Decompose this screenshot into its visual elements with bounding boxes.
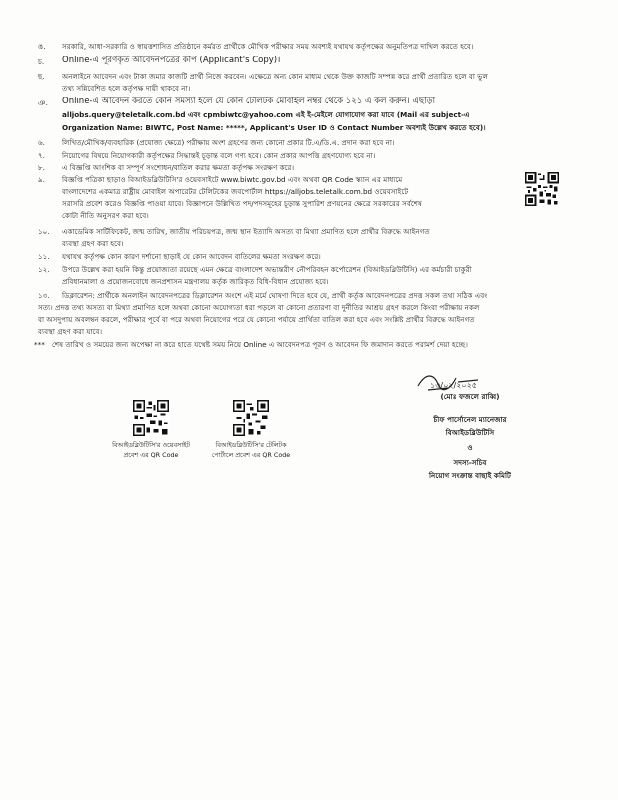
- item-number: ঙ.: [38, 42, 46, 51]
- item-text-cont: ব্যবস্থা গ্রহণ করা হবে।: [62, 239, 124, 248]
- item-number: ৭.: [38, 151, 45, 160]
- item-text: লিখিত/মৌখিক/ব্যবহারিক (প্রযোজ্য ক্ষেত্রে) পরীক্ষায় অংশ গ্রহণের জন্য কোনো প্রকার টি.এ/ডি.এ. প্রদান করা হবে না।: [62, 138, 395, 147]
- item-number: ৮.: [38, 163, 45, 172]
- item-text-cont: সরাসরি প্রবেশ করেও বিজ্ঞপ্তি পাওয়া যাবে। বিজ্ঞাপনে উল্লিখিত পদ/পদসমূহের চূড়ান্ত সুপারিশ প্রণয়নের ক্ষেত্রে সরকারের সর্বশেষ: [62, 199, 422, 208]
- advice-text: শেষ তারিখ ও সময়ের জন্য অপেক্ষা না করে হাতে যথেষ্ট সময় নিয়ে Online এ আবেদনপত্র পূরণ ও আবেদন ফি জমাদান করতে পরামর্শ দেয়া হচ্ছে।: [52, 340, 468, 349]
- item-text: ডিক্লারেশন: প্রার্থীকে অনলাইন আবেদনপত্রের ডিক্লারেশন অংশে এই মর্মে ঘোষণা দিতে হবে যে, প্রার্থী কর্তৃক আবেদনপত্রের প্রদত্ত সকল তথ্য সঠিক এবং: [62, 291, 488, 300]
- signatory-org: বিআইডব্লিউটিসি: [445, 428, 495, 437]
- item-text-cont: কোটা নীতি অনুসরণ করা হবে।: [62, 211, 149, 220]
- teletalk-link-line: বাংলাদেশের একমাত্র রাষ্ট্রীয় মোবাইল অপারেটর টেলিটকের জবপোর্টাল https://alljobs.teletalk.com.bd ওয়েবসাইটে: [62, 187, 409, 196]
- item-text: Online-এ আবেদন করতে কোন সমস্যা হলে যে কোন টেলিটক মোবাইল নম্বর থেকে ১২১ এ কল করুন। এছাড়া: [62, 97, 436, 106]
- qr-code-small: [525, 172, 559, 206]
- item-text: যথাযথ কর্তৃপক্ষ কোন কারণ দর্শানো ছাড়াই যে কোন আবেদন বাতিলের ক্ষমতা সংরক্ষণ করে।: [62, 252, 321, 261]
- item-text-cont: প্রবিধানমালা ও প্রয়োজনবোধে জনপ্রশাসন মন্ত্রণালয় কর্তৃক জারিকৃত বিধি-বিধান প্রযোজ্য হবে।: [62, 277, 329, 286]
- teletalk-qr-caption-line2: পোর্টালে প্রবেশ এর QR Code: [211, 451, 291, 459]
- item-text: নিয়োগের বিষয়ে নিয়োগকারী কর্তৃপক্ষের সিদ্ধান্তই চূড়ান্ত বলে গণ্য হবে। কোন প্রকার আপত্তি গ্রহণযোগ্য হবে না।: [62, 151, 376, 160]
- committee-name: নিয়োগ সংক্রান্ত বাছাই কমিটি: [429, 471, 511, 480]
- item-number: ১০.: [38, 227, 50, 236]
- item-text: Online-এ পূরণকৃত আবেদনপত্রের কপি (Applicant's Copy)।: [62, 56, 281, 65]
- item-text: একাডেমিক সার্টিফিকেট, জন্ম তারিখ, জাতীয় পরিচয়পত্র, জন্ম স্থান ইত্যাদি অসত্য বা মিথ্যা প্রমাণিত হলে প্রার্থীর বিরুদ্ধে আইনগত: [62, 227, 430, 236]
- item-number: ১৩.: [38, 291, 50, 300]
- item-text: এ বিজ্ঞপ্তি আংশিক বা সম্পূর্ণ সংশোধন/বাতিল করার ক্ষমতা কর্তৃপক্ষ সংরক্ষণ করে।: [62, 163, 295, 172]
- item-number: ছ.: [38, 72, 45, 81]
- signatory-title: চীফ পার্সোনেল ম্যানেজার: [433, 415, 507, 424]
- item-text: সরকারি, আধা-সরকারি ও স্বায়ত্তশাসিত প্রতিষ্ঠানে কর্মরত প্রার্থীকে মৌখিক পরীক্ষার সময় অবশ্যই যথাযথ কর্তৃপক্ষের অনুমতিপত্র দাখিল করতে হবে।: [62, 42, 474, 51]
- item-number: ঞ.: [38, 98, 48, 107]
- mail-subject-line: Organization Name: BIWTC, Post Name: *****, Applicant's User ID ও Contact Number অবশ্যই উল্লেখ করতে হবে)।: [62, 123, 486, 132]
- asterisks: ***: [34, 340, 45, 349]
- website-qr-caption-line1: বিআইডব্লিউটিসি'র ওয়েবসাইট: [112, 441, 190, 449]
- teletalk-qr-code: [233, 400, 269, 436]
- teletalk-qr-caption-line1: বিআইডব্লিউটিসি'র টেলিটক: [215, 441, 287, 449]
- signature-date: ১৩/০২/২০২৫: [430, 381, 477, 390]
- website-qr-code: [133, 400, 169, 436]
- item-number: ৯.: [38, 175, 45, 184]
- item-text-cont: ব্যবস্থা গ্রহণ করা যাবে।: [38, 327, 103, 336]
- item-text: উপরে উল্লেখ করা হয়নি কিন্তু প্রয়োজ্যতা রয়েছে এমন ক্ষেত্রে বাংলাদেশ অভ্যন্তরীণ নৌপরিবহন কর্পোরেশন (বিআইডব্লিউটিসি) এর কর্মচারী চাকুরী: [62, 265, 472, 274]
- item-number: ১১.: [38, 252, 50, 261]
- website-qr-caption-line2: প্রবেশ এর QR Code: [123, 451, 179, 459]
- committee-role: সদস্য-সচিব: [453, 458, 487, 467]
- item-text: অনলাইনে আবেদন এবং টাকা জমার কাজটি প্রার্থী নিজে করবেন। এক্ষেত্রে অন্য কোন মাধ্যম থেকে উক্ত কাজটি সম্পন্ন করে প্রার্থী প্রতারিত হলে বা ভুল: [62, 72, 488, 81]
- item-text-cont: তথ্য সন্নিবেশিত হলে কর্তৃপক্ষ দায়ী থাকবে না।: [62, 84, 191, 93]
- item-text: বিজ্ঞপ্তি পত্রিকা ছাড়াও বিআইডব্লিউটিসি'র ওয়েবসাইটে www.biwtc.gov.bd এবং অথবা QR Code স্ক্যান এর মাধ্যমে: [62, 175, 403, 184]
- email-contact-line: alljobs.query@teletalk.com.bd এবং cpmbiwtc@yahoo.com এই ই-মেইলে যোগাযোগ করা যাবে (Mail এর subject-এ: [62, 110, 470, 119]
- item-text-cont: সত্য। প্রদত্ত তথ্য অসত্য বা মিথ্যা প্রমাণিত হলে অথবা কোনো অযোগ্যতা ধরা পড়লে বা কোনো প্রতারণা বা দুর্নীতির আশ্রয় গ্রহণ করলে কিংবা পরীক্ষায় নকল: [38, 303, 480, 312]
- item-number: ১২.: [38, 265, 50, 274]
- signatory-name: (মোঃ ফজলে রাব্বি): [440, 392, 500, 401]
- item-number: ৬.: [38, 138, 45, 147]
- item-number: চ.: [38, 57, 45, 66]
- signatory-and: ও: [467, 443, 473, 452]
- item-text-cont: বা অসদুপায় অবলম্বন করলে, পরীক্ষার পূর্বে বা পরে অথবা নিয়োগের পরে যে কোনো পর্যায়ে প্রার্থিতা বাতিল করা হবে এবং সংশ্লিষ্ট প্রার্থীর বিরুদ্ধে আইনগত: [38, 315, 475, 324]
